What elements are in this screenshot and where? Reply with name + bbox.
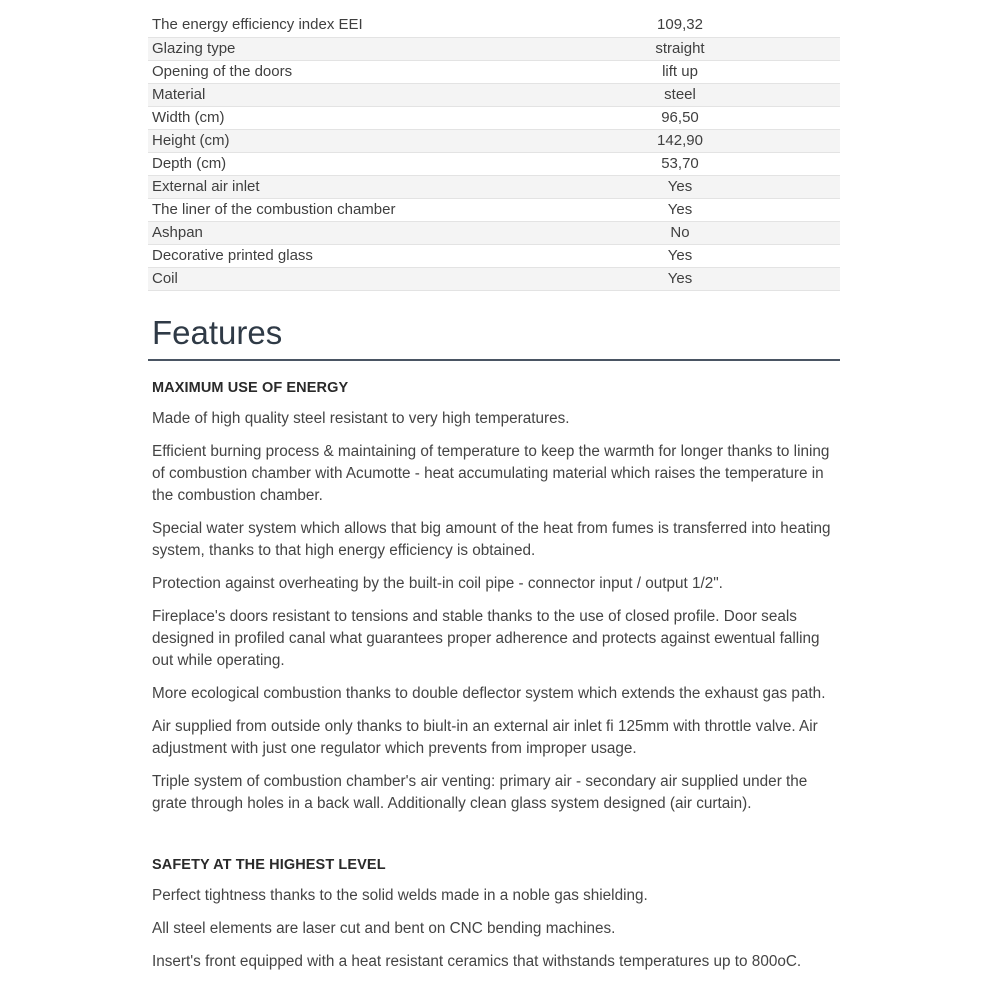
table-row — [148, 198, 840, 221]
spec-value: lift up — [556, 60, 840, 83]
feature-paragraph: Made of high quality steel resistant to very high temperatures. — [152, 409, 570, 427]
feature-paragraph: Special water system which allows that big amount of the heat from fumes is transferred into heating system, thanks to that high energy efficiency is obtained. — [152, 519, 831, 559]
section-heading: MAXIMUM USE OF ENERGY — [152, 379, 349, 396]
spec-value: Yes — [556, 175, 840, 198]
table-row — [148, 37, 840, 60]
spec-label: Width (cm) — [148, 106, 556, 129]
feature-paragraph: Protection against overheating by the built-in coil pipe - connector input / output 1/2". — [152, 574, 723, 592]
features-title: Features — [152, 313, 283, 351]
feature-paragraph: Insert's front equipped with a heat resistant ceramics that withstands temperatures up to 800oC. — [152, 952, 802, 970]
table-row — [148, 152, 840, 175]
table-row — [148, 129, 840, 152]
spec-value: 109,32 — [556, 14, 840, 37]
feature-paragraph: Efficient burning process & maintaining of temperature to keep the warmth for longer thanks to lining of combustion chamber with Acumotte - heat accumulating material which raises the temperature in the combustion chamber. — [152, 442, 830, 504]
feature-paragraph: More ecological combustion thanks to double deflector system which extends the exhaust gas path. — [152, 684, 826, 702]
spec-value: steel — [556, 83, 840, 106]
spec-label: Ashpan — [148, 221, 556, 244]
table-row — [148, 221, 840, 244]
spec-label: Decorative printed glass — [148, 244, 556, 267]
section-heading: SAFETY AT THE HIGHEST LEVEL — [152, 856, 386, 873]
feature-paragraph: Fireplace's doors resistant to tensions and stable thanks to the use of closed profile. Door seals designed in profiled canal what guarantees proper adherence and protects against ewentual falling out while operating. — [152, 607, 820, 669]
page-content — [148, 14, 840, 984]
features-divider — [148, 359, 840, 361]
table-row — [148, 267, 840, 290]
table-row — [148, 14, 840, 37]
spec-label: Glazing type — [148, 37, 556, 60]
spec-value: 53,70 — [556, 152, 840, 175]
spec-value: 142,90 — [556, 129, 840, 152]
feature-paragraph: Perfect tightness thanks to the solid welds made in a noble gas shielding. — [152, 886, 648, 904]
feature-paragraph: Triple system of combustion chamber's air venting: primary air - secondary air supplied under the grate through holes in a back wall. Additionally clean glass system designed (air curtain). — [152, 772, 808, 812]
spec-value: Yes — [556, 267, 840, 290]
spec-label: Opening of the doors — [148, 60, 556, 83]
table-row — [148, 175, 840, 198]
spec-label: Coil — [148, 267, 556, 290]
spec-label: Material — [148, 83, 556, 106]
spec-value: 96,50 — [556, 106, 840, 129]
spec-label: External air inlet — [148, 175, 556, 198]
table-row — [148, 60, 840, 83]
spec-label: Height (cm) — [148, 129, 556, 152]
section-safety-at-the-highest-level — [148, 857, 840, 973]
spec-value: Yes — [556, 198, 840, 221]
feature-paragraph: All steel elements are laser cut and bent on CNC bending machines. — [152, 919, 616, 937]
spec-label: The energy efficiency index EEI — [148, 14, 556, 37]
spec-label: The liner of the combustion chamber — [148, 198, 556, 221]
spec-label: Depth (cm) — [148, 152, 556, 175]
spec-value: No — [556, 221, 840, 244]
table-row — [148, 244, 840, 267]
feature-paragraph: Air supplied from outside only thanks to biult-in an external air inlet fi 125mm with throttle valve. Air adjustment with just one regulator which prevents from improper usage. — [152, 717, 818, 757]
spec-value: straight — [556, 37, 840, 60]
table-row — [148, 106, 840, 129]
spec-table — [148, 14, 840, 291]
table-row — [148, 83, 840, 106]
section-maximum-use-of-energy — [148, 380, 840, 815]
spec-value: Yes — [556, 244, 840, 267]
